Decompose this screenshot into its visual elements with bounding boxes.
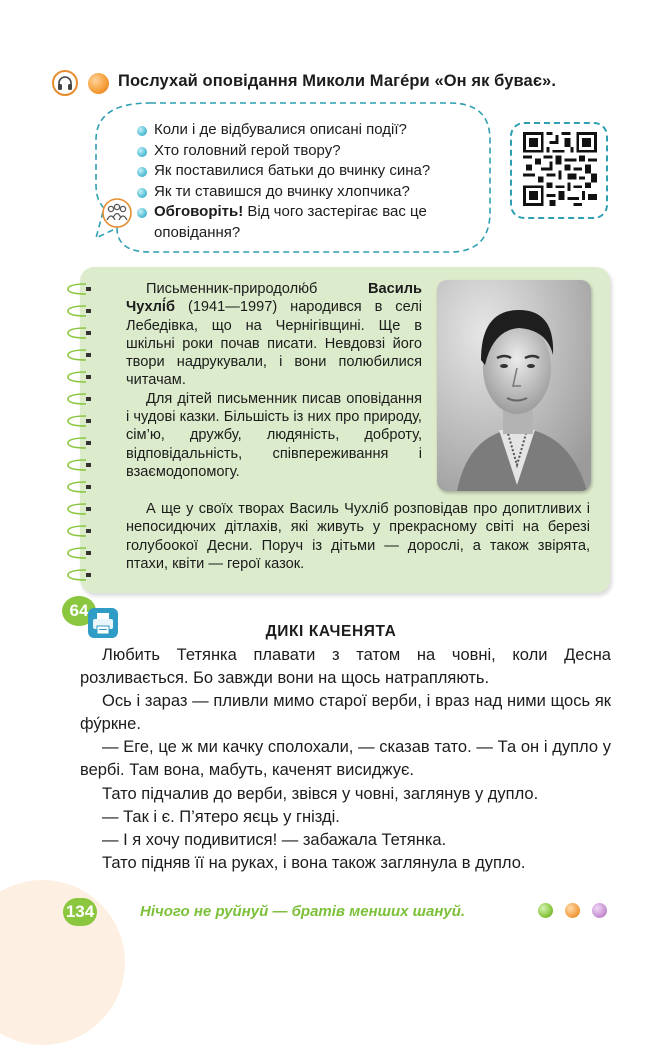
notebook-spiral <box>64 278 94 584</box>
audio-track-badge: 64 <box>62 596 96 626</box>
author-portrait <box>437 280 591 491</box>
story-paragraph: — Так і є. П’ятеро яєць у гнізді. <box>102 807 340 826</box>
bullet-icon <box>137 147 147 157</box>
question-item: Хто головний герой твору? <box>137 141 484 162</box>
purple-dot-icon <box>592 903 607 918</box>
bullet-icon <box>137 188 147 198</box>
question-list <box>137 120 484 243</box>
story-paragraph: — Еге, це ж ми качку сполохали, — сказав тато. — Та он і дупло у вербі. Там вона, мабуть, каченят висиджує. <box>80 738 611 780</box>
corner-decoration <box>0 880 125 1045</box>
story-paragraph: Любить Тетянка плавати з татом на човні, коли Десна розливається. Бо завжди вони на щось натрапляють. <box>80 646 611 688</box>
group-discussion-icon <box>102 198 132 228</box>
orange-dot-icon <box>565 903 580 918</box>
question-item-discuss: Обговоріть! Від чого застерігає вас це оповідання? <box>137 202 484 243</box>
bullet-icon <box>137 208 147 218</box>
bio-paragraph: Для дітей письменник писав оповідання і чудові казки. Більшість із них про природу, сім’ю, дружбу, людяність, доброту, відповідальність, співпереживання і взаємодопомогу. <box>126 390 422 480</box>
task-title: Послухай оповідання Миколи Магéри «Он як буває». <box>118 72 557 90</box>
bullet-icon <box>137 126 147 136</box>
question-item: Коли і де відбувалися описані події? <box>137 120 484 141</box>
story-paragraph: — І я хочу подивитися! — забажала Тетянка. <box>102 830 447 849</box>
bio-paragraph: А ще у своїх творах Василь Чухліб розповідав про допитливих і непосидючих дітлахів, які живуть у прекрасному світі на березі голубоокої Десни. Поруч із дітьми — дорослі, а також звірята, птахи, квіти — герої казок. <box>126 501 590 572</box>
story-title: ДИКІ КАЧЕНЯТА <box>265 623 397 640</box>
question-item: Як поставилися батьки до вчинку сина? <box>137 161 484 182</box>
biography-text-wide <box>126 500 590 573</box>
story-text <box>80 644 611 875</box>
discuss-label: Обговоріть! <box>154 203 244 220</box>
bio-paragraph: Письменник-природолю́б Василь Чухлі́б (1941—1997) народився в селі Лебедівка, що на Чернігівщині. Ще в шкільні роки почав писати. Невдовзі його твори надрукували, і вони полюбилися читачам. <box>126 281 422 389</box>
page-number: 134 <box>63 898 97 926</box>
biography-text <box>126 280 422 481</box>
story-paragraph: Ось і зараз — пливли мимо старої верби, і враз над ними щось як фу́ркне. <box>80 692 611 734</box>
qr-code-icon[interactable] <box>523 132 597 206</box>
story-paragraph: Тато підняв її на руках, і вона також заглянула в дупло. <box>102 853 526 872</box>
page-motto: Нічого не руйнуй — братів менших шануй. <box>140 903 466 920</box>
story-paragraph: Тато підчалив до верби, звівся у човні, заглянув у дупло. <box>102 784 539 803</box>
green-dot-icon <box>538 903 553 918</box>
author-name: Василь Чухлі́б <box>126 281 422 316</box>
bullet-icon <box>137 167 147 177</box>
question-item: Як ти ставишся до вчинку хлопчика? <box>137 182 484 203</box>
